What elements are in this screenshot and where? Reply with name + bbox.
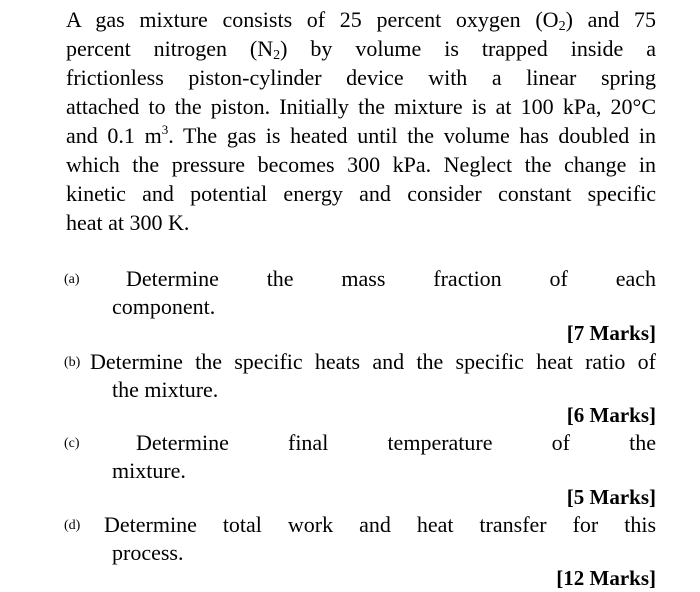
- question-label: (d): [64, 518, 81, 533]
- question-text: process.: [112, 540, 184, 565]
- question-a: [66, 265, 656, 321]
- statement-line: attached to the piston. Initially the mixture is at 100 kPa, 20°C: [66, 94, 656, 119]
- statement-line: heat at 300 K.: [66, 210, 190, 235]
- problem-statement: [66, 5, 656, 237]
- statement-line: percent nitrogen $(N_2)$ by volume is trapped inside a: [66, 36, 656, 63]
- question-text: Determine final temperature of the: [136, 430, 656, 455]
- question-label: (a): [64, 272, 80, 287]
- statement-line: and 0.1 $m^3$. The gas is heated until the volume has doubled in: [66, 122, 656, 148]
- question-text: the mixture.: [112, 377, 219, 402]
- statement-line: A gas mixture consists of 25 percent oxygen $(O_2)$ and 75: [66, 7, 657, 34]
- statement-line: kinetic and potential energy and consider constant specific: [66, 181, 656, 206]
- question-label: (c): [64, 436, 80, 451]
- question-text: Determine the specific heats and the specific heat ratio of: [90, 349, 656, 374]
- question-c: [66, 429, 656, 485]
- question-b: [66, 348, 656, 404]
- question-d: [66, 511, 656, 567]
- question-text: component.: [112, 294, 216, 319]
- question-text: Determine the mass fraction of each: [126, 266, 656, 291]
- question-label: (b): [64, 355, 81, 370]
- statement-line: frictionless piston-cylinder device with a linear spring: [66, 65, 656, 90]
- question-text: mixture.: [112, 458, 186, 483]
- statement-line: which the pressure becomes 300 kPa. Neglect the change in: [66, 152, 656, 177]
- marks-c: [5 Marks]: [566, 485, 656, 509]
- marks-a: [7 Marks]: [566, 321, 656, 345]
- question-text: Determine total work and heat transfer for this: [104, 512, 656, 537]
- marks-b: [6 Marks]: [566, 403, 656, 427]
- marks-d: [12 Marks]: [556, 566, 656, 590]
